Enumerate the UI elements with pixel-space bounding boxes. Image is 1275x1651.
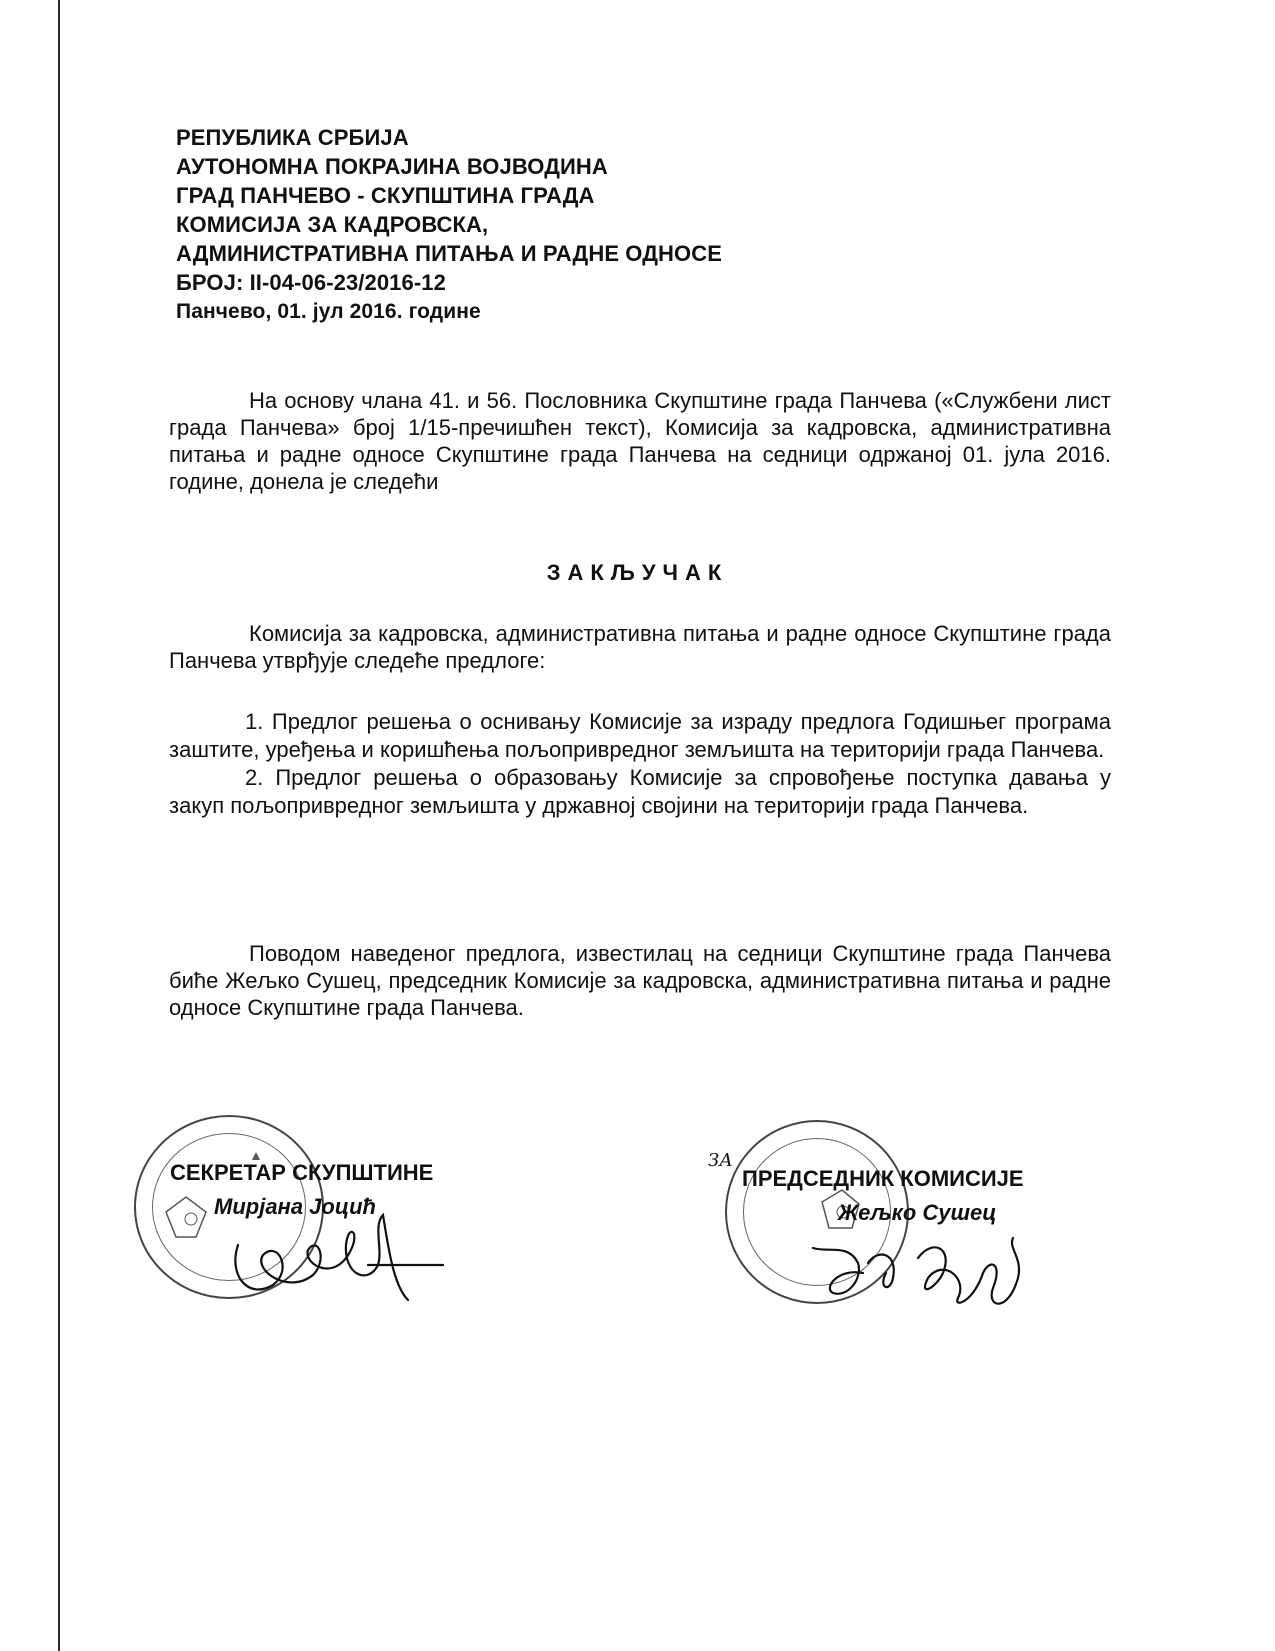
signatory-name: Жељко Сушец — [838, 1200, 997, 1225]
header-line-date: Панчево, 01. јул 2016. године — [176, 300, 481, 323]
document-header — [176, 123, 976, 326]
header-line-country: РЕПУБЛИКА СРБИЈА — [176, 125, 409, 150]
scan-edge — [58, 0, 60, 1651]
header-line-commission: КОМИСИЈА ЗА КАДРОВСКА, — [176, 212, 489, 237]
conclusion-intro-paragraph: Комисија за кадровска, административна питања и радне односе Скупштине града Панчева утврђује следеће предлоге: — [169, 621, 1111, 673]
signature-block-president — [742, 1166, 1024, 1226]
handwritten-signature-left — [218, 1205, 448, 1315]
signatory-name: Мирјана Јоцић — [214, 1194, 376, 1219]
closing-paragraph: Поводом наведеног предлога, известилац на седници Скупштине града Панчева биће Жељко Сушец, председник Комисије за кадровска, административна питања и радне односе Скупштине града Панчева. — [169, 941, 1111, 1020]
signatory-role: СЕКРЕТАР СКУПШТИНЕ — [170, 1160, 434, 1185]
proposal-item: 2. Предлог решења о образовању Комисије за спровођење поступка давања у закуп пољопривредног земљишта у државној својини на територији града Панчева. — [169, 765, 1111, 818]
handwritten-signature-right — [808, 1218, 1028, 1328]
signatory-role: ПРЕДСЕДНИК КОМИСИЈЕ — [742, 1166, 1024, 1191]
document-title: ЗАКЉУЧАК — [546, 560, 729, 585]
on-behalf-mark: ЗА — [708, 1150, 733, 1171]
proposal-list — [169, 708, 1111, 820]
header-line-province: АУТОНОМНА ПОКРАЈИНА ВОЈВОДИНА — [176, 154, 608, 179]
header-line-number: БРОЈ: II-04-06-23/2016-12 — [176, 270, 446, 295]
intro-paragraph: На основу члана 41. и 56. Пословника Скупштине града Панчева («Службени лист града Панчева» број 1/15-пречишћен текст), Комисија за кадровска, административна питања и радне односе Скупштине града Панчева на седници одржаној 01. јула 2016. године, донела је следећи — [169, 388, 1111, 494]
proposal-item: 1. Предлог решења о оснивању Комисије за израду предлога Годишњег програма заштите, уређења и коришћења пољопривредног земљишта на територији града Панчева. — [169, 709, 1111, 762]
header-line-commission-scope: АДМИНИСТРАТИВНА ПИТАЊА И РАДНЕ ОДНОСЕ — [176, 241, 722, 266]
header-line-city-assembly: ГРАД ПАНЧЕВО - СКУПШТИНА ГРАДА — [176, 183, 595, 208]
